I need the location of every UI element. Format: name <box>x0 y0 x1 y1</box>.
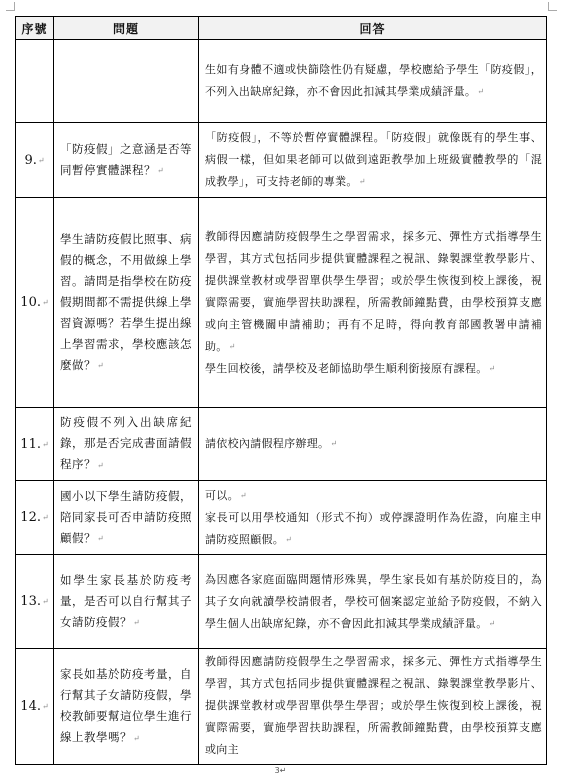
header-question: 問題 <box>54 17 199 40</box>
row-question: 國小以下學生請防疫假，陪同家長可否申請防疫照顧假？↵ <box>54 481 199 555</box>
paragraph-mark: ↵ <box>477 87 485 96</box>
answer-paragraph: 可以。 <box>205 488 239 502</box>
answer-paragraph: 教師得因應請防疫假學生之學習需求，採多元、彈性方式指導學生學習，其方式包括同步提供實體課程之視訊、錄製課堂教學影片、提供課堂教材或學習單供學生學習；或於學生恢復到校上課後，視實際需要，實施學習扶助課程，所需教師鐘點費，由學校預算支應或向主 <box>205 655 542 756</box>
faq-table <box>15 16 547 765</box>
page-corner-mark-right <box>548 2 557 11</box>
row-number: 13.↵ <box>16 555 54 649</box>
row-answer: 請依校內請假程序辦理。↵ <box>199 408 547 481</box>
row-number <box>16 40 54 123</box>
page-footer: 3↵ <box>274 766 287 775</box>
row-question: 學生請防疫假比照事、病假的概念，不用做線上學習。請問是指學校在防疫假期間都不需提供線上學習資源嗎？若學生提出線上學習需求，學校應該怎麼做？↵ <box>54 198 199 408</box>
row-number: 9.↵ <box>16 123 54 198</box>
table-row <box>16 555 547 649</box>
table-row <box>16 481 547 555</box>
answer-paragraph: 家長可以用學校通知（形式不拘）或停課證明作為佐證，向雇主申請防疫照顧假。 <box>205 510 542 546</box>
row-number: 12.↵ <box>16 481 54 555</box>
row-question <box>54 40 199 123</box>
table-row <box>16 649 547 765</box>
page-number: 3 <box>274 766 280 775</box>
row-number: 11.↵ <box>16 408 54 481</box>
row-answer <box>199 649 547 765</box>
row-question: 防疫假不列入出缺席紀錄，那是否完成書面請假程序？↵ <box>54 408 199 481</box>
row-question: 如學生家長基於防疫考量，是否可以自行幫其子女請防疫假？↵ <box>54 555 199 649</box>
row-answer: 「防疫假」，不等於暫停實體課程。「防疫假」就像既有的學生事、病假一樣，但如果老師可以做到遠距教學加上班級實體教學的「混成教學」，可支持老師的專業。↵ <box>199 123 547 198</box>
row-number: 10.↵ <box>16 198 54 408</box>
answer-paragraph: 「防疫假」，不等於暫停實體課程。「防疫假」就像既有的學生事、病假一樣，但如果老師可以做到遠距教學加上班級實體教學的「混成教學」，可支持老師的專業。 <box>205 131 542 188</box>
answer-paragraph: 請依校內請假程序辦理。 <box>205 437 330 450</box>
table-row <box>16 40 547 123</box>
row-answer: 可以。↵ 家長可以用學校通知（形式不拘）或停課證明作為佐證，向雇主申請防疫照顧假。↵ <box>199 481 547 555</box>
row-answer: 教師得因應請防疫假學生之學習需求，採多元、彈性方式指導學生學習，其方式包括同步提供實體課程之視訊、錄製課堂教學影片、提供課堂教材或學習單供學生學習；或於學生恢復到校上課後，視實際需要，實施學習扶助課程，所需教師鐘點費，由學校預算支應或向主管機關申請補助；再有不足時，得向教育部國教署申請補助。↵ 學生回校後，請學校及老師協助學生順利銜接原有課程。↵ <box>199 198 547 408</box>
table-header-row <box>16 17 547 40</box>
table-row <box>16 198 547 408</box>
row-answer <box>199 40 547 123</box>
row-answer: 為因應各家庭面臨問題情形殊異，學生家長如有基於防疫目的，為其子女向就讀學校請假者，學校可個案認定並給予防疫假，不納入學生個人出缺席紀錄，亦不會因此扣減其學業成績評量。↵ <box>199 555 547 649</box>
answer-paragraph: 學生回校後，請學校及老師協助學生順利銜接原有課程。 <box>205 361 488 375</box>
header-number: 序號 <box>16 17 54 40</box>
answer-paragraph: 生如有身體不適或快篩陰性仍有疑慮，學校應給予學生「防疫假」，不列入出缺席紀錄，亦不會因此扣減其學業成績評量。 <box>205 63 542 98</box>
table-row <box>16 408 547 481</box>
row-number: 14.↵ <box>16 649 54 765</box>
answer-paragraph: 為因應各家庭面臨問題情形殊異，學生家長如有基於防疫目的，為其子女向就讀學校請假者，學校可個案認定並給予防疫假，不納入學生個人出缺席紀錄，亦不會因此扣減其學業成績評量。 <box>205 572 542 630</box>
row-question: 家長如基於防疫考量，自行幫其子女請防疫假，學校教師要幫這位學生進行線上教學嗎？↵ <box>54 649 199 765</box>
table-row <box>16 123 547 198</box>
page-corner-mark-left <box>6 2 15 11</box>
header-answer: 回答 <box>199 17 547 40</box>
row-question: 「防疫假」之意涵是否等同暫停實體課程？↵ <box>54 123 199 198</box>
answer-paragraph: 教師得因應請防疫假學生之學習需求，採多元、彈性方式指導學生學習，其方式包括同步提供實體課程之視訊、錄製課堂教學影片、提供課堂教材或學習單供學生學習；或於學生恢復到校上課後，視實際需要，實施學習扶助課程，所需教師鐘點費，由學校預算支應或向主管機關申請補助；再有不足時，得向教育部國教署申請補助。 <box>205 229 542 353</box>
